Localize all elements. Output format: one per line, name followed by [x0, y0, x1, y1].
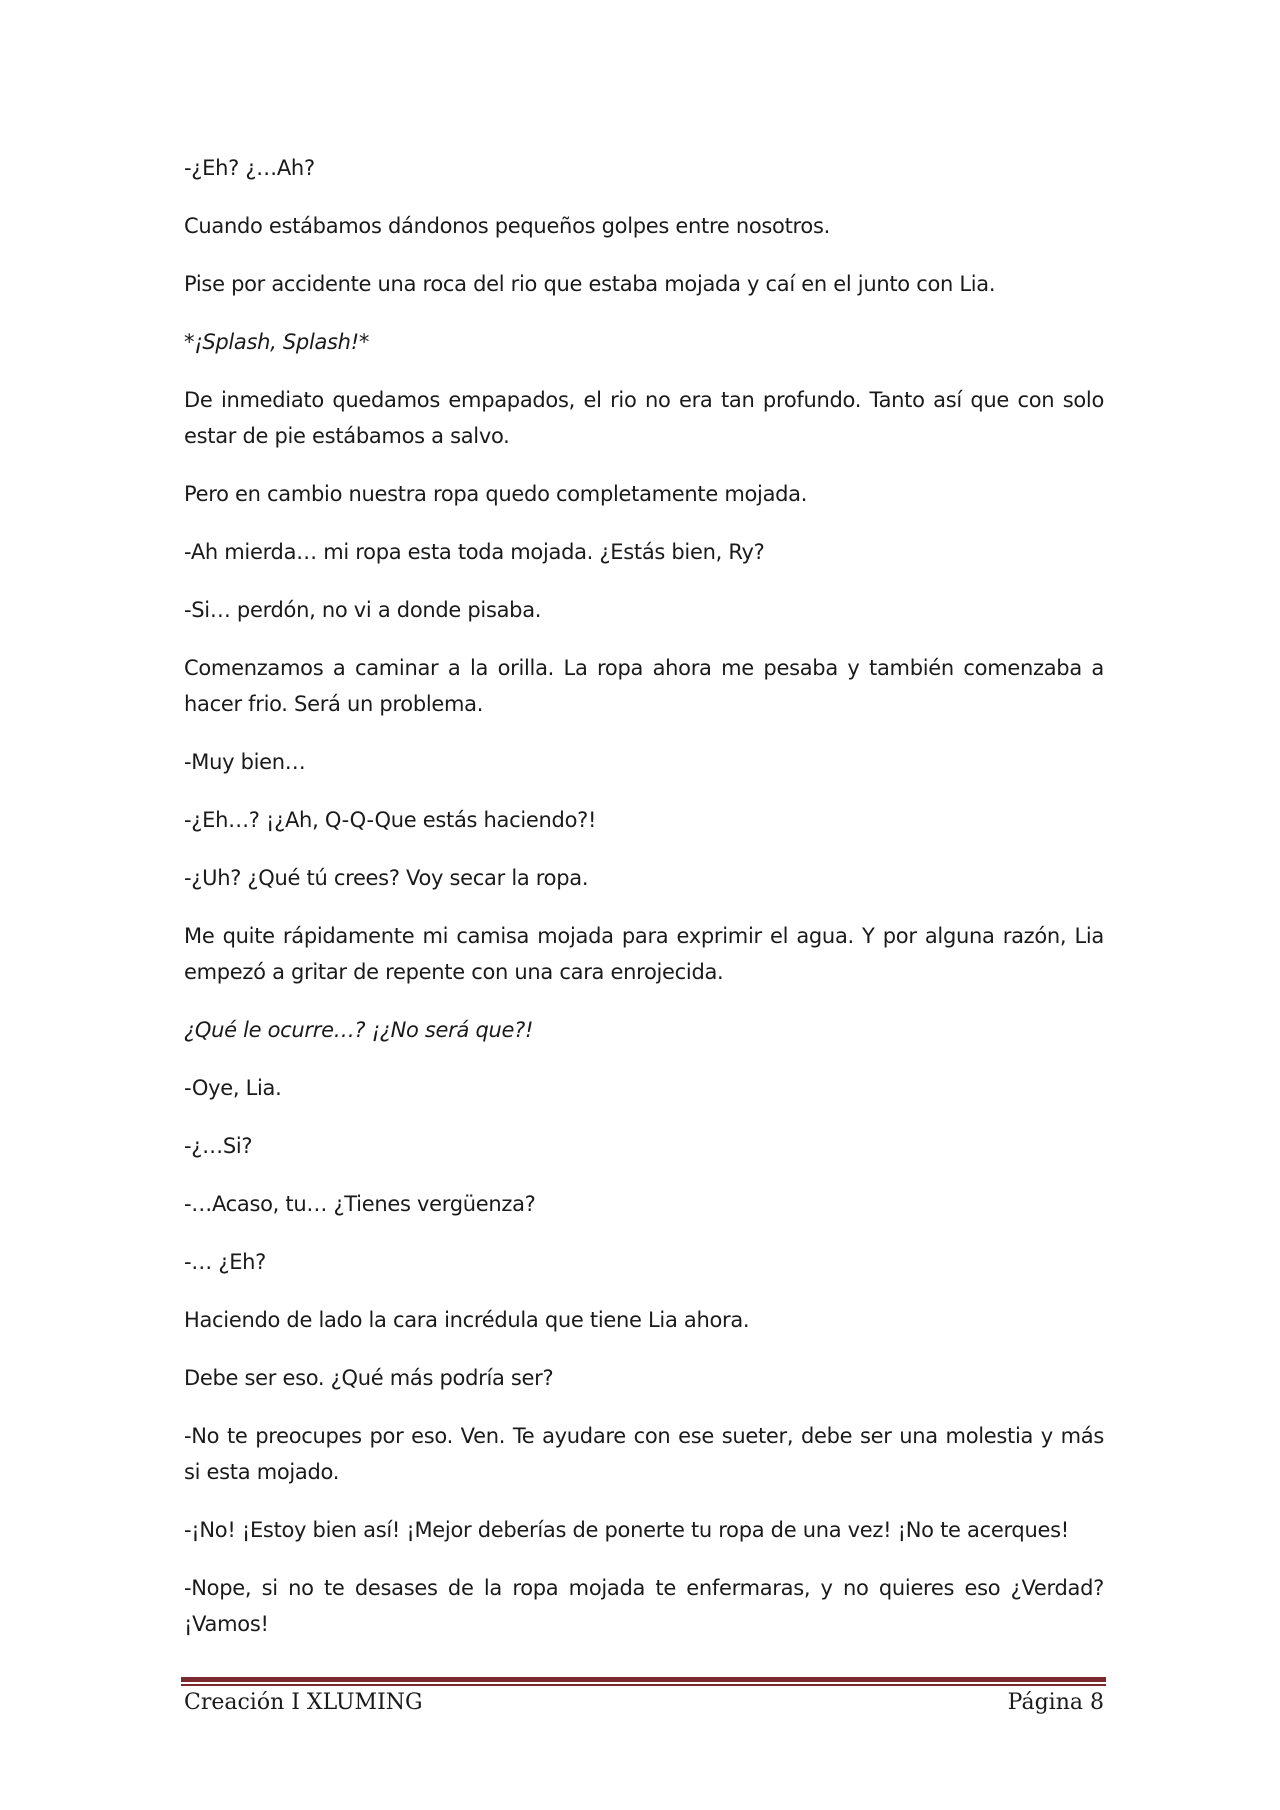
- paragraph: -¡No! ¡Estoy bien así! ¡Mejor deberías de ponerte tu ropa de una vez! ¡No te acerques!: [184, 1518, 1069, 1542]
- paragraph: -Oye, Lia.: [184, 1076, 282, 1100]
- paragraph: Cuando estábamos dándonos pequeños golpes entre nosotros.: [184, 214, 830, 238]
- paragraph: ¿Qué le ocurre…? ¡¿No será que?!: [184, 1018, 534, 1042]
- page-body: [184, 150, 1104, 1664]
- footer-page-number: Página 8: [1007, 1690, 1104, 1715]
- footer-author: Creación I XLUMING: [184, 1690, 423, 1715]
- paragraph: -… ¿Eh?: [184, 1250, 267, 1274]
- paragraph: -No te preocupes por eso. Ven. Te ayudare con ese sueter, debe ser una molestia y más si esta mojado.: [184, 1424, 1104, 1484]
- paragraph: *¡Splash, Splash!*: [184, 330, 370, 354]
- page-footer: [184, 1690, 1104, 1715]
- paragraph: -¿Uh? ¿Qué tú crees? Voy secar la ropa.: [184, 866, 589, 890]
- paragraph: De inmediato quedamos empapados, el rio no era tan profundo. Tanto así que con solo estar de pie estábamos a salvo.: [184, 388, 1104, 448]
- paragraph: -¿Eh? ¿…Ah?: [184, 156, 315, 180]
- footer-rule-thin: [181, 1684, 1106, 1686]
- paragraph: Pero en cambio nuestra ropa quedo completamente mojada.: [184, 482, 808, 506]
- paragraph: -¿Eh…? ¡¿Ah, Q-Q-Que estás haciendo?!: [184, 808, 597, 832]
- paragraph: -Nope, si no te desases de la ropa mojada te enfermaras, y no quieres eso ¿Verdad? ¡Vamos!: [184, 1576, 1104, 1636]
- footer-rule: [181, 1677, 1106, 1686]
- paragraph: Me quite rápidamente mi camisa mojada para exprimir el agua. Y por alguna razón, Lia empezó a gritar de repente con una cara enrojecida.: [184, 924, 1104, 984]
- footer-rule-thick: [181, 1677, 1106, 1682]
- paragraph: Debe ser eso. ¿Qué más podría ser?: [184, 1366, 554, 1390]
- paragraph: -…Acaso, tu… ¿Tienes vergüenza?: [184, 1192, 536, 1216]
- paragraph: -Ah mierda… mi ropa esta toda mojada. ¿Estás bien, Ry?: [184, 540, 765, 564]
- paragraph: Haciendo de lado la cara incrédula que tiene Lia ahora.: [184, 1308, 750, 1332]
- paragraph: -Muy bien…: [184, 750, 306, 774]
- paragraph: -Si… perdón, no vi a donde pisaba.: [184, 598, 542, 622]
- paragraph: Pise por accidente una roca del rio que estaba mojada y caí en el junto con Lia.: [184, 272, 996, 296]
- paragraph: -¿…Si?: [184, 1134, 253, 1158]
- paragraph: Comenzamos a caminar a la orilla. La ropa ahora me pesaba y también comenzaba a hacer frio. Será un problema.: [184, 656, 1104, 716]
